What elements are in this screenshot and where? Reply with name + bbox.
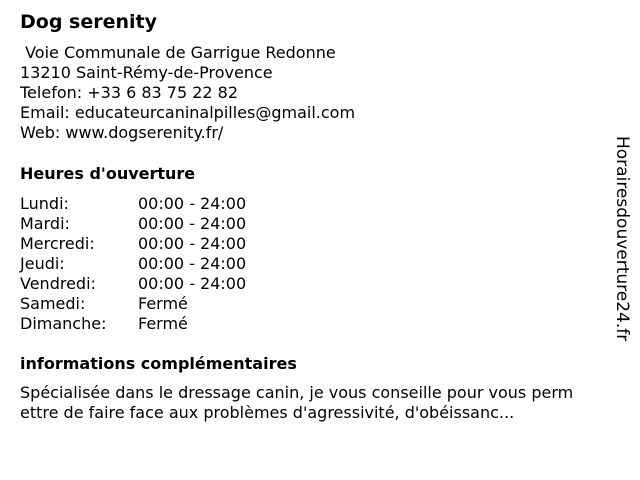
info-heading: informations complémentaires xyxy=(20,354,297,373)
hours-row xyxy=(20,194,320,214)
business-name: Dog serenity xyxy=(20,11,157,33)
hours-row xyxy=(20,214,320,234)
hours-row xyxy=(20,294,320,314)
info-description xyxy=(20,383,620,423)
day-label: Jeudi: xyxy=(20,254,65,273)
hours-row xyxy=(20,274,320,294)
address-city: 13210 Saint-Rémy-de-Provence xyxy=(20,63,273,82)
day-label: Vendredi: xyxy=(20,274,96,293)
web-line: Web: www.dogserenity.fr/ xyxy=(20,123,224,142)
phone-line: Telefon: +33 6 83 75 22 82 xyxy=(20,83,239,102)
email-line: Email: educateurcaninalpilles@gmail.com xyxy=(20,103,356,122)
time-value: Fermé xyxy=(138,294,188,313)
day-label: Lundi: xyxy=(20,194,69,213)
description-line: Spécialisée dans le dressage canin, je vous conseille pour vous perm xyxy=(20,383,574,402)
hours-row xyxy=(20,314,320,334)
description-line: ettre de faire face aux problèmes d'agressivité, d'obéissanc... xyxy=(20,403,515,422)
hours-row xyxy=(20,234,320,254)
day-label: Mardi: xyxy=(20,214,70,233)
day-label: Dimanche: xyxy=(20,314,107,333)
time-value: 00:00 - 24:00 xyxy=(138,214,247,233)
day-label: Mercredi: xyxy=(20,234,95,253)
day-label: Samedi: xyxy=(20,294,86,313)
hours-row xyxy=(20,254,320,274)
time-value: Fermé xyxy=(138,314,188,333)
hours-heading: Heures d'ouverture xyxy=(20,164,196,183)
time-value: 00:00 - 24:00 xyxy=(138,274,247,293)
address-street: Voie Communale de Garrigue Redonne xyxy=(20,43,336,62)
hours-table xyxy=(20,194,320,334)
time-value: 00:00 - 24:00 xyxy=(138,254,247,273)
time-value: 00:00 - 24:00 xyxy=(138,194,247,213)
contact-block xyxy=(20,43,355,143)
site-watermark: Horairesdouverture24.fr xyxy=(612,136,632,342)
time-value: 00:00 - 24:00 xyxy=(138,234,247,253)
